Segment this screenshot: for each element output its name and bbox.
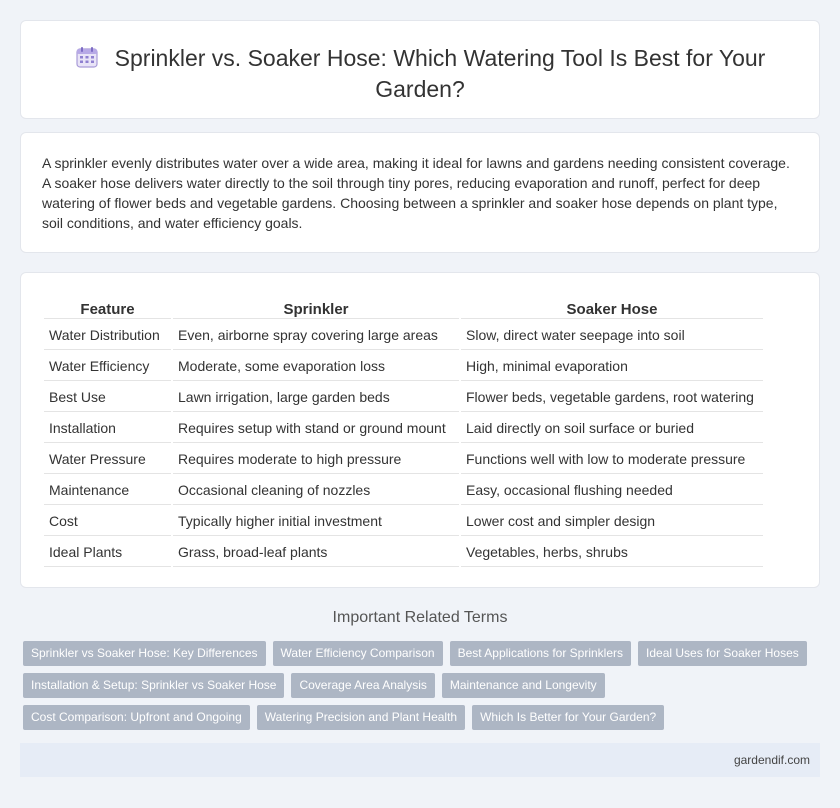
- tag-row: [23, 641, 813, 666]
- table-row: [44, 538, 763, 567]
- feature-cell: Water Efficiency: [44, 352, 171, 381]
- feature-cell: Water Pressure: [44, 445, 171, 474]
- header-soaker-hose: Soaker Hose: [461, 297, 763, 319]
- tag-link[interactable]: Sprinkler vs Soaker Hose: Key Differences: [23, 641, 266, 666]
- footer-site-link[interactable]: gardendif.com: [733, 753, 810, 767]
- soaker-cell: Laid directly on soil surface or buried: [461, 414, 763, 443]
- tag-link[interactable]: Watering Precision and Plant Health: [257, 705, 465, 730]
- header-card: [20, 20, 820, 119]
- feature-cell: Water Distribution: [44, 321, 171, 350]
- sprinkler-cell: Requires setup with stand or ground mount: [173, 414, 459, 443]
- table-header-row: [44, 297, 763, 319]
- soaker-cell: Vegetables, herbs, shrubs: [461, 538, 763, 567]
- tag-link[interactable]: Cost Comparison: Upfront and Ongoing: [23, 705, 250, 730]
- table-row: [44, 507, 763, 536]
- tag-row: [23, 673, 813, 698]
- tag-link[interactable]: Ideal Uses for Soaker Hoses: [638, 641, 807, 666]
- footer: [20, 743, 820, 777]
- sprinkler-cell: Moderate, some evaporation loss: [173, 352, 459, 381]
- table-row: [44, 445, 763, 474]
- header-feature: Feature: [44, 297, 171, 319]
- page-title: Sprinkler vs. Soaker Hose: Which Watering Tool Is Best for Your Garden?: [114, 45, 766, 102]
- tag-link[interactable]: Best Applications for Sprinklers: [450, 641, 631, 666]
- sprinkler-cell: Grass, broad-leaf plants: [173, 538, 459, 567]
- soaker-cell: Flower beds, vegetable gardens, root watering: [461, 383, 763, 412]
- related-terms-title: Important Related Terms: [332, 609, 508, 626]
- soaker-cell: High, minimal evaporation: [461, 352, 763, 381]
- page-title-wrap: [61, 43, 779, 105]
- soaker-cell: Slow, direct water seepage into soil: [461, 321, 763, 350]
- header-sprinkler: Sprinkler: [173, 297, 459, 319]
- sprinkler-cell: Requires moderate to high pressure: [173, 445, 459, 474]
- tag-link[interactable]: Which Is Better for Your Garden?: [472, 705, 664, 730]
- feature-cell: Cost: [44, 507, 171, 536]
- tag-row: [23, 705, 813, 730]
- sprinkler-cell: Even, airborne spray covering large areas: [173, 321, 459, 350]
- soaker-cell: Easy, occasional flushing needed: [461, 476, 763, 505]
- tag-link[interactable]: Water Efficiency Comparison: [273, 641, 443, 666]
- intro-paragraph: A sprinkler evenly distributes water over a wide area, making it ideal for lawns and gardens needing consistent coverage. A soaker hose delivers water directly to the soil through tiny pores, reducing evaporation and runoff, perfect for deep watering of flower beds and vegetable gardens. Choosing between a sprinkler and soaker hose depends on plant type, soil conditions, and water efficiency goals.: [42, 155, 790, 231]
- calendar-icon: [75, 45, 99, 69]
- table-row: [44, 383, 763, 412]
- sprinkler-cell: Typically higher initial investment: [173, 507, 459, 536]
- table-row: [44, 476, 763, 505]
- tag-link[interactable]: Installation & Setup: Sprinkler vs Soaker Hose: [23, 673, 284, 698]
- feature-cell: Ideal Plants: [44, 538, 171, 567]
- tag-link[interactable]: Coverage Area Analysis: [291, 673, 434, 698]
- tag-link[interactable]: Maintenance and Longevity: [442, 673, 605, 698]
- comparison-table: [42, 295, 765, 569]
- comparison-card: [20, 272, 820, 588]
- table-row: [44, 321, 763, 350]
- sprinkler-cell: Occasional cleaning of nozzles: [173, 476, 459, 505]
- table-row: [44, 352, 763, 381]
- related-tags: [23, 641, 813, 737]
- table-row: [44, 414, 763, 443]
- feature-cell: Maintenance: [44, 476, 171, 505]
- feature-cell: Installation: [44, 414, 171, 443]
- feature-cell: Best Use: [44, 383, 171, 412]
- sprinkler-cell: Lawn irrigation, large garden beds: [173, 383, 459, 412]
- intro-card: [20, 132, 820, 253]
- soaker-cell: Lower cost and simpler design: [461, 507, 763, 536]
- soaker-cell: Functions well with low to moderate pressure: [461, 445, 763, 474]
